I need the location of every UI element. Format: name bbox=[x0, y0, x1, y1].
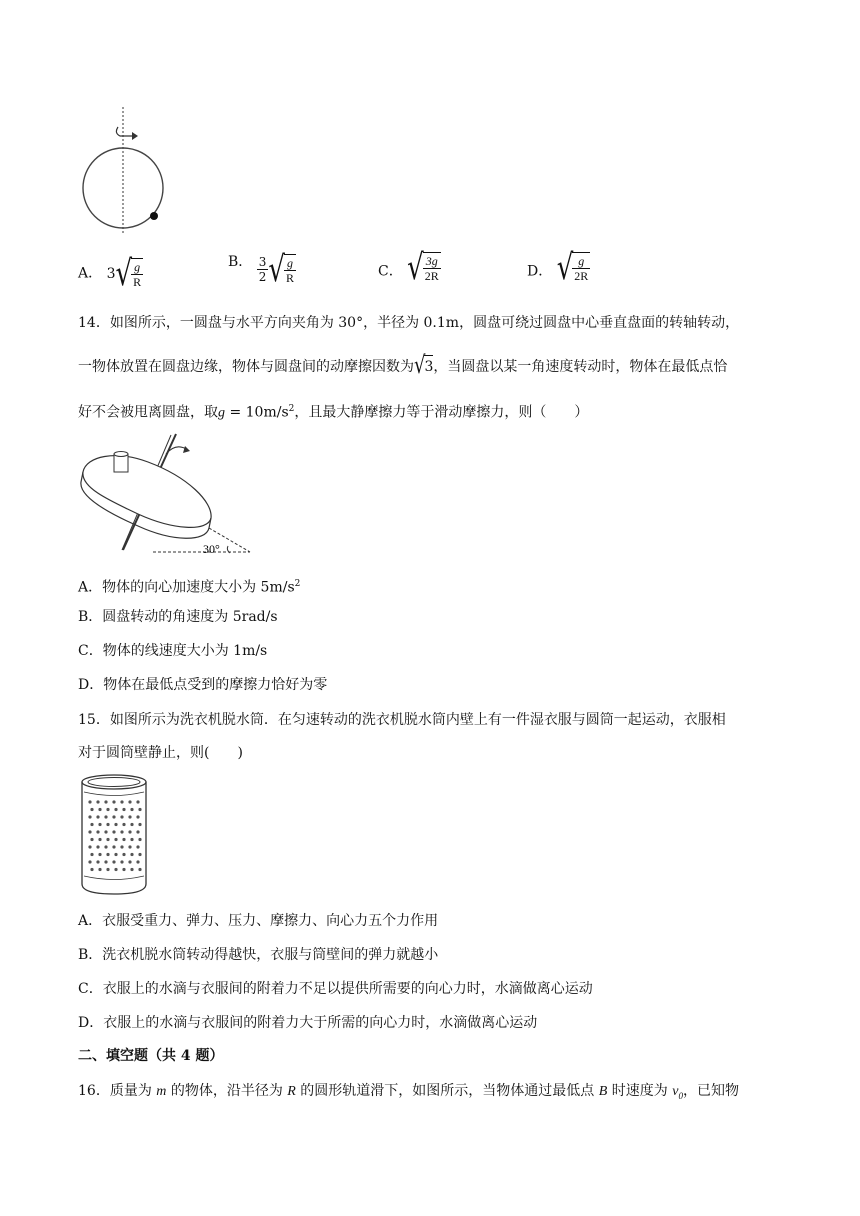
drum-hole bbox=[138, 868, 141, 871]
mass-symbol: m bbox=[156, 1084, 167, 1099]
drum-hole bbox=[120, 830, 123, 833]
drum-hole bbox=[98, 868, 101, 871]
drum-hole bbox=[114, 853, 117, 856]
washing-drum-figure bbox=[78, 772, 150, 898]
q14-stem-line-2 bbox=[78, 351, 728, 380]
drum-hole bbox=[98, 838, 101, 841]
drum-hole bbox=[114, 868, 117, 871]
drum-hole bbox=[98, 808, 101, 811]
q16-text: 的圆形轨道滑下，如图所示，当物体通过最低点 bbox=[295, 1083, 599, 1099]
point-symbol: B bbox=[598, 1084, 608, 1099]
drum-hole bbox=[104, 845, 107, 848]
drum-hole bbox=[90, 853, 93, 856]
sqrt-icon: √ bbox=[556, 247, 574, 288]
drum-hole bbox=[136, 800, 139, 803]
denominator: 2R bbox=[574, 269, 589, 283]
q14-option-b[interactable]: B．圆盘转动的角速度为 5rad/s bbox=[78, 609, 278, 625]
option-letter: D． bbox=[527, 263, 553, 280]
q16-text: 16．质量为 bbox=[78, 1083, 157, 1099]
q15-option-b[interactable]: B．洗衣机脱水筒转动得越快，衣服与筒壁间的弹力就越小 bbox=[78, 947, 439, 963]
q13-option-b[interactable] bbox=[228, 249, 296, 290]
drum-hole bbox=[128, 845, 131, 848]
drum-hole bbox=[106, 823, 109, 826]
q14-text: ，且最大静摩擦力等于滑动摩擦力，则（ ） bbox=[294, 404, 589, 421]
drum-hole bbox=[130, 838, 133, 841]
exponent: 2 bbox=[288, 404, 295, 414]
drum-hole bbox=[128, 800, 131, 803]
coef-denominator: 2 bbox=[258, 270, 267, 284]
q14-option-d[interactable]: D．物体在最低点受到的摩擦力恰好为零 bbox=[78, 677, 328, 693]
numerator: g bbox=[284, 256, 296, 271]
drum-hole bbox=[112, 800, 115, 803]
option-letter: C． bbox=[378, 263, 403, 280]
option-letter: B． bbox=[228, 254, 253, 270]
drum-hole bbox=[90, 868, 93, 871]
q15-option-a[interactable]: A．衣服受重力、弹力、压力、摩擦力、向心力五个力作用 bbox=[78, 913, 439, 929]
drum-hole bbox=[90, 838, 93, 841]
tilted-disc-figure bbox=[78, 432, 258, 557]
denominator: 2R bbox=[424, 269, 439, 283]
option-text: A．物体的向心加速度大小为 5m/s bbox=[78, 579, 295, 596]
drum-hole bbox=[128, 815, 131, 818]
drum-hole bbox=[122, 838, 125, 841]
sqrt-value: 3 bbox=[424, 355, 433, 377]
drum-hole bbox=[130, 823, 133, 826]
drum-hole bbox=[106, 853, 109, 856]
drum-hole bbox=[112, 860, 115, 863]
drum-hole bbox=[138, 853, 141, 856]
drum-hole bbox=[88, 845, 91, 848]
drum-hole bbox=[98, 823, 101, 826]
coef-numerator: 3 bbox=[258, 255, 267, 269]
q16-text: 的物体，沿半径为 bbox=[166, 1083, 288, 1099]
drum-hole bbox=[90, 823, 93, 826]
sqrt-icon: √ bbox=[268, 249, 285, 290]
drum-hole bbox=[90, 808, 93, 811]
drum-hole bbox=[112, 845, 115, 848]
drum-hole bbox=[104, 830, 107, 833]
drum-hole bbox=[106, 868, 109, 871]
q13-option-a[interactable] bbox=[78, 253, 143, 294]
velocity-subscript: 0 bbox=[678, 1090, 683, 1101]
drum-hole bbox=[122, 868, 125, 871]
drum-hole bbox=[138, 823, 141, 826]
q14-option-a[interactable] bbox=[78, 574, 300, 598]
q14-option-c[interactable]: C．物体的线速度大小为 1m/s bbox=[78, 643, 268, 659]
drum-hole bbox=[122, 853, 125, 856]
q16-stem-line-1 bbox=[78, 1081, 739, 1106]
drum-hole bbox=[138, 838, 141, 841]
q15-option-d[interactable]: D．衣服上的水滴与衣服间的附着力大于所需的向心力时，水滴做离心运动 bbox=[78, 1015, 538, 1031]
q14-text: 一物体放置在圆盘边缘，物体与圆盘间的动摩擦因数为 bbox=[78, 359, 414, 375]
drum-hole bbox=[120, 845, 123, 848]
drum-hole bbox=[96, 860, 99, 863]
drum-hole bbox=[114, 808, 117, 811]
q13-option-d[interactable] bbox=[527, 247, 590, 288]
drum-hole bbox=[120, 800, 123, 803]
option-letter: A． bbox=[78, 265, 103, 282]
drum-hole bbox=[88, 830, 91, 833]
coefficient: 3 bbox=[106, 265, 116, 282]
drum-hole bbox=[136, 860, 139, 863]
drum-hole bbox=[106, 838, 109, 841]
drum-hole bbox=[98, 853, 101, 856]
drum-hole bbox=[122, 808, 125, 811]
q14-text: ，当圆盘以某一角速度转动时，物体在最低点恰 bbox=[433, 359, 728, 375]
drum-hole bbox=[128, 830, 131, 833]
drum-hole bbox=[112, 815, 115, 818]
angle-label: 30° bbox=[203, 542, 220, 556]
drum-hole bbox=[104, 800, 107, 803]
circle-rotation-figure bbox=[80, 105, 180, 235]
q14-text: 好不会被甩离圆盘，取 bbox=[78, 404, 218, 421]
drum-hole bbox=[96, 830, 99, 833]
drum-hole bbox=[88, 815, 91, 818]
drum-hole bbox=[104, 860, 107, 863]
gravity-value: = 10m/s bbox=[225, 404, 289, 421]
drum-hole bbox=[138, 808, 141, 811]
q16-text: ，已知物 bbox=[682, 1083, 739, 1099]
sqrt-icon: √ bbox=[115, 253, 133, 294]
q14-stem-line-1: 14．如图所示，一圆盘与水平方向夹角为 30°，半径为 0.1m，圆盘可绕过圆盘中心垂直盘面的转轴转动， bbox=[78, 315, 740, 331]
drum-hole bbox=[136, 830, 139, 833]
sqrt-icon: √ bbox=[407, 247, 424, 288]
numerator: g bbox=[131, 260, 143, 275]
drum-hole bbox=[120, 815, 123, 818]
denominator: R bbox=[133, 275, 142, 289]
gravity-symbol: g bbox=[218, 405, 225, 421]
numerator: 3g bbox=[423, 254, 441, 269]
drum-hole bbox=[130, 853, 133, 856]
drum-hole bbox=[112, 830, 115, 833]
drum-hole bbox=[114, 838, 117, 841]
drum-hole bbox=[104, 815, 107, 818]
q14-stem-line-3 bbox=[78, 399, 588, 424]
q15-stem-line-2: 对于圆筒壁静止，则( ) bbox=[78, 745, 243, 761]
drum-hole bbox=[130, 868, 133, 871]
q13-option-c[interactable] bbox=[378, 247, 441, 288]
drum-hole bbox=[114, 823, 117, 826]
drum-hole bbox=[88, 800, 91, 803]
q16-text: 时速度为 bbox=[607, 1083, 673, 1099]
velocity-symbol: v bbox=[672, 1084, 679, 1099]
drum-hole bbox=[136, 845, 139, 848]
drum-hole bbox=[106, 808, 109, 811]
exponent: 2 bbox=[294, 579, 301, 589]
section-heading-fill-in: 二、填空题（共 4 题） bbox=[78, 1048, 224, 1064]
drum-hole bbox=[96, 845, 99, 848]
drum-hole bbox=[130, 808, 133, 811]
drum-hole bbox=[136, 815, 139, 818]
radius-symbol: R bbox=[287, 1084, 296, 1099]
numerator: g bbox=[572, 254, 590, 269]
q15-option-c[interactable]: C．衣服上的水滴与衣服间的附着力不足以提供所需要的向心力时，水滴做离心运动 bbox=[78, 981, 593, 997]
drum-hole bbox=[96, 800, 99, 803]
sqrt-icon: √ bbox=[414, 351, 426, 380]
denominator: R bbox=[285, 271, 294, 285]
q15-stem-line-1: 15．如图所示为洗衣机脱水筒．在匀速转动的洗衣机脱水筒内壁上有一件湿衣服与圆筒一起运动，衣服相 bbox=[78, 712, 726, 728]
drum-hole bbox=[122, 823, 125, 826]
drum-hole bbox=[128, 860, 131, 863]
drum-hole bbox=[88, 860, 91, 863]
drum-hole bbox=[96, 815, 99, 818]
drum-hole bbox=[120, 860, 123, 863]
